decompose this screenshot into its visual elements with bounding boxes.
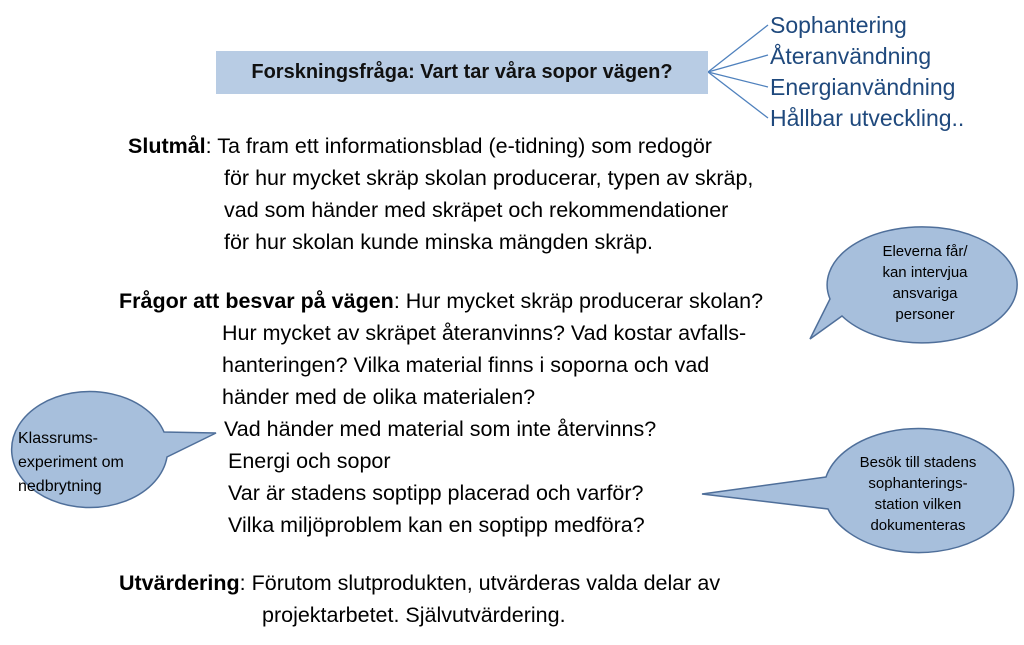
slutmal-line-1: Slutmål: Ta fram ett informationsblad (e-tidning) som redogör <box>128 134 712 158</box>
slutmal-label: Slutmål <box>128 134 206 158</box>
fragor-line-8: Vilka miljöproblem kan en soptipp medföra? <box>228 513 645 537</box>
connector-line-sophantering <box>708 25 768 72</box>
slutmal-line-2: för hur mycket skräp skolan producerar, typen av skräp, <box>224 166 754 190</box>
slutmal-line-3: vad som händer med skräpet och rekommendationer <box>224 198 729 222</box>
topic-sophantering: Sophantering <box>770 12 907 38</box>
fragor-line-7: Var är stadens soptipp placerad och varför? <box>228 481 644 505</box>
fragor-line-3: hanteringen? Vilka material finns i soporna och vad <box>222 353 710 377</box>
research-question-box <box>216 51 708 94</box>
fragor-line-4: händer med de olika materialen? <box>222 385 536 409</box>
bubble-experiment-text: Klassrums- experiment om nedbrytning <box>18 430 124 495</box>
fragor-line-6: Energi och sopor <box>228 449 391 473</box>
fragor-line-5: Vad händer med material som inte återvinns? <box>224 417 657 441</box>
fragor-line-2: Hur mycket av skräpet återanvinns? Vad kostar avfalls- <box>222 321 747 345</box>
utvardering-label: Utvärdering <box>119 571 240 595</box>
topic-energianvandning: Energianvändning <box>770 74 956 100</box>
utvardering-line-2: projektarbetet. Självutvärdering. <box>262 603 566 627</box>
connector-line-ateranvandning <box>708 55 768 72</box>
slutmal-line-4: för hur skolan kunde minska mängden skräp. <box>224 230 654 254</box>
utvardering-line-1: Utvärdering: Förutom slutprodukten, utvärderas valda delar av <box>119 571 721 595</box>
fragor-line-1: Frågor att besvar på vägen: Hur mycket skräp producerar skolan? <box>119 289 764 313</box>
fragor-label: Frågor att besvar på vägen <box>119 289 394 313</box>
bubble-visit-text: Besök till stadens sophanterings- station vilken dokumenteras <box>859 454 977 534</box>
bubble-interview-text: Eleverna får/ kan intervjua ansvariga personer <box>882 243 968 323</box>
research-question-title: Forskningsfråga: Vart tar våra sopor vägen? <box>251 61 673 83</box>
topic-ateranvandning: Återanvändning <box>770 43 932 69</box>
topic-hallbar-utveckling: Hållbar utveckling.. <box>770 105 965 131</box>
